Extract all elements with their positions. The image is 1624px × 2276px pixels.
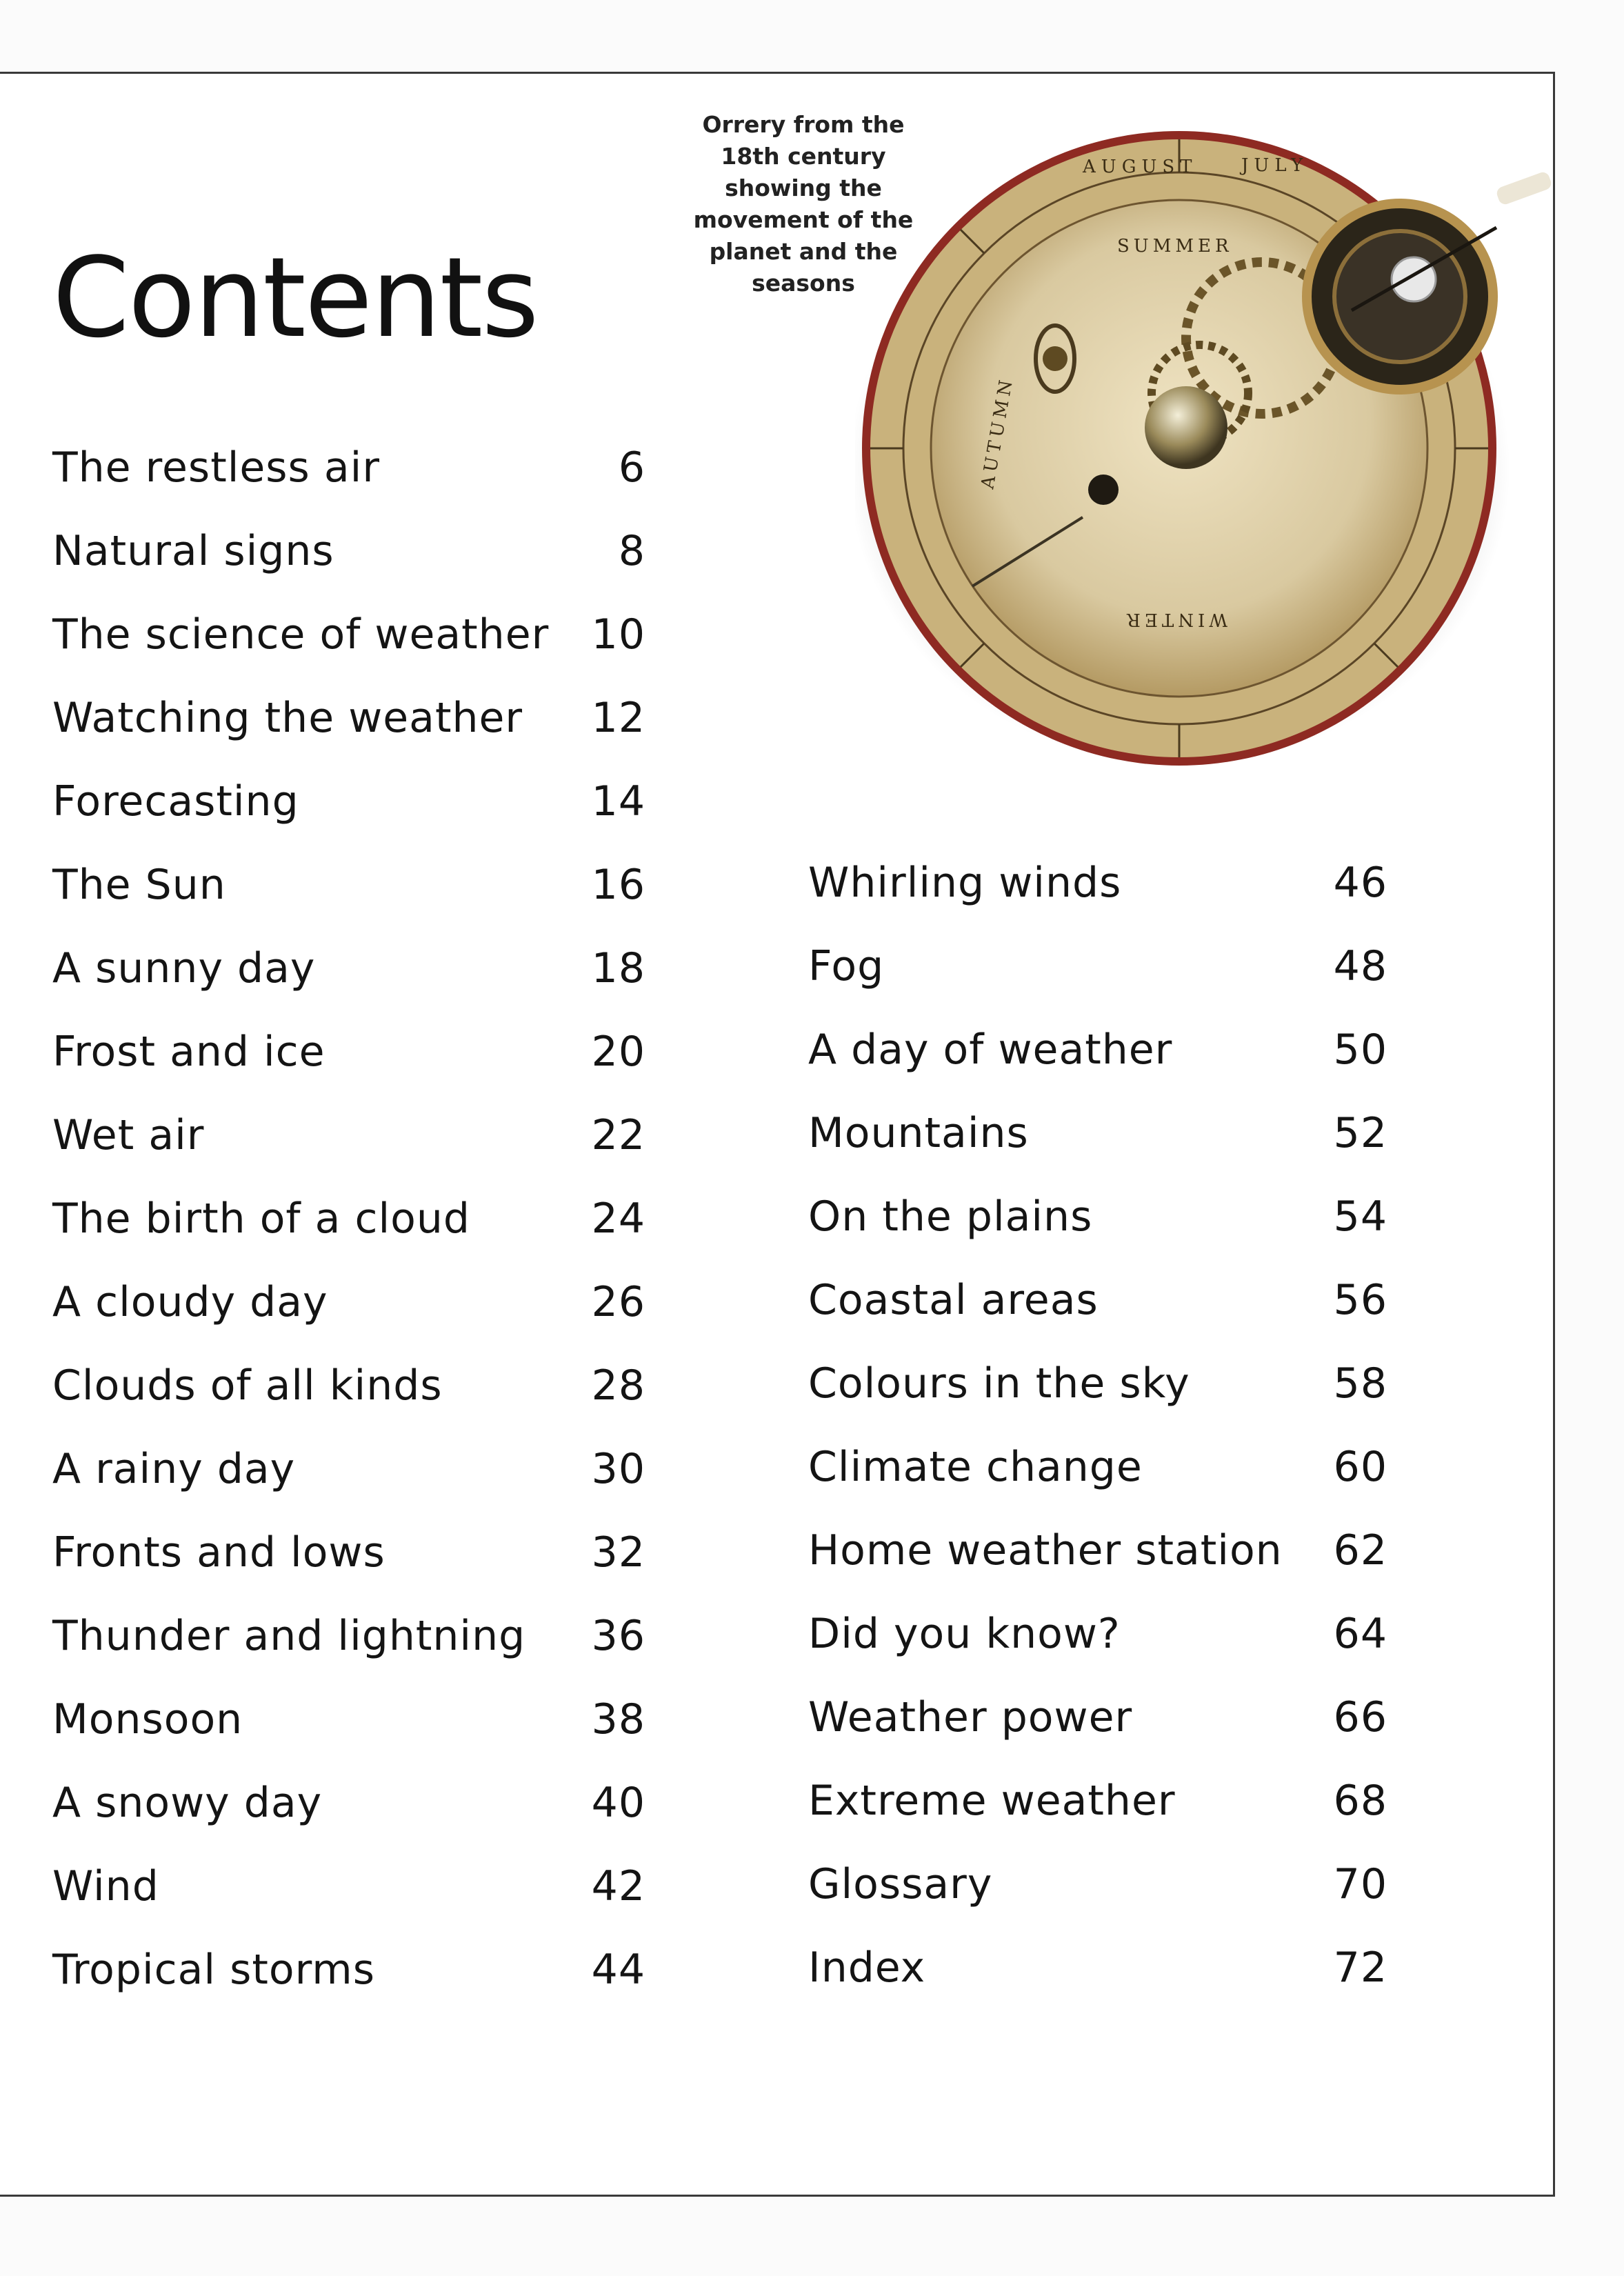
toc-entry-title: Fronts and lows (52, 1528, 385, 1577)
toc-entry-title: The birth of a cloud (52, 1195, 470, 1243)
toc-entry-page-number: 16 (591, 861, 645, 909)
toc-right-column (808, 859, 1387, 2030)
orrery-label-autumn: AUTUMN (977, 375, 1018, 491)
toc-entry (808, 1610, 1387, 1697)
toc-entry (52, 1361, 645, 1448)
toc-entry-title: A cloudy day (52, 1278, 328, 1326)
toc-entry (52, 1445, 645, 1532)
toc-entry-page-number: 70 (1333, 1860, 1387, 1908)
toc-entry (808, 1526, 1387, 1613)
toc-entry-page-number: 6 (618, 443, 645, 492)
toc-entry (52, 1028, 645, 1115)
orrery-label-july: JULY (1241, 155, 1309, 176)
toc-entry-page-number: 8 (618, 527, 645, 575)
image-caption: Orrery from the 18th century showing the movement of the planet and the seasons (693, 111, 914, 297)
toc-entry-page-number: 30 (591, 1445, 645, 1493)
toc-entry (808, 859, 1387, 946)
toc-entry-title: Wet air (52, 1111, 205, 1159)
toc-entry-page-number: 62 (1333, 1526, 1387, 1575)
toc-entry-page-number: 56 (1333, 1276, 1387, 1324)
toc-entry-title: The Sun (52, 861, 226, 909)
toc-entry-page-number: 24 (591, 1195, 645, 1243)
toc-entry-title: Weather power (808, 1693, 1133, 1741)
toc-entry-title: Colours in the sky (808, 1359, 1190, 1408)
toc-entry (52, 777, 645, 864)
toc-entry (808, 1192, 1387, 1279)
orrery-image (855, 103, 1558, 793)
toc-entry-title: Fog (808, 942, 885, 990)
toc-entry (52, 610, 645, 697)
toc-entry-page-number: 42 (591, 1862, 645, 1910)
toc-entry-title: On the plains (808, 1192, 1093, 1241)
earth-globe (1088, 475, 1119, 505)
toc-entry (52, 1946, 645, 2033)
toc-entry (808, 1693, 1387, 1780)
toc-entry-page-number: 64 (1333, 1610, 1387, 1658)
toc-entry-page-number: 46 (1333, 859, 1387, 907)
toc-entry-page-number: 22 (591, 1111, 645, 1159)
orrery-label-winter: WINTER (1123, 609, 1227, 630)
page-title: Contents (52, 233, 538, 362)
toc-entry-page-number: 26 (591, 1278, 645, 1326)
toc-entry-title: Watching the weather (52, 694, 523, 742)
toc-entry (808, 1026, 1387, 1112)
planet (1043, 346, 1067, 371)
toc-entry-title: Climate change (808, 1443, 1143, 1491)
toc-entry-page-number: 32 (591, 1528, 645, 1577)
toc-entry (52, 944, 645, 1031)
toc-entry-page-number: 48 (1333, 942, 1387, 990)
toc-entry (808, 1944, 1387, 2030)
toc-entry-title: Tropical storms (52, 1946, 375, 1994)
orrery-label-august: AUGUST (1083, 157, 1198, 177)
toc-entry (52, 1111, 645, 1198)
toc-entry-title: The restless air (52, 443, 380, 492)
toc-entry (52, 1695, 645, 1782)
toc-entry-page-number: 52 (1333, 1109, 1387, 1157)
toc-entry-title: Coastal areas (808, 1276, 1099, 1324)
toc-entry (52, 1612, 645, 1699)
toc-entry-page-number: 38 (591, 1695, 645, 1744)
toc-entry-page-number: 28 (591, 1361, 645, 1410)
toc-entry-title: A sunny day (52, 944, 316, 992)
toc-entry-page-number: 58 (1333, 1359, 1387, 1408)
toc-entry (808, 1443, 1387, 1530)
toc-entry-title: Whirling winds (808, 859, 1122, 907)
toc-entry-title: Clouds of all kinds (52, 1361, 443, 1410)
toc-entry (52, 527, 645, 614)
toc-entry-page-number: 10 (591, 610, 645, 659)
toc-entry (808, 942, 1387, 1029)
toc-entry-page-number: 20 (591, 1028, 645, 1076)
toc-entry-title: Monsoon (52, 1695, 243, 1744)
toc-entry-page-number: 40 (591, 1779, 645, 1827)
sun-globe (1145, 386, 1227, 469)
toc-entry-title: Glossary (808, 1860, 993, 1908)
toc-entry (808, 1860, 1387, 1947)
toc-entry (52, 694, 645, 781)
toc-entry-title: Frost and ice (52, 1028, 325, 1076)
toc-entry-title: Thunder and lightning (52, 1612, 526, 1660)
toc-entry-title: A rainy day (52, 1445, 296, 1493)
toc-entry-title: Forecasting (52, 777, 299, 826)
toc-entry (52, 861, 645, 948)
toc-entry-title: Natural signs (52, 527, 334, 575)
toc-entry (808, 1109, 1387, 1196)
toc-entry (52, 443, 645, 530)
toc-entry-page-number: 36 (591, 1612, 645, 1660)
toc-entry (52, 1528, 645, 1615)
toc-left-column (52, 443, 645, 2033)
toc-entry-page-number: 12 (591, 694, 645, 742)
toc-entry (52, 1862, 645, 1949)
toc-entry (808, 1276, 1387, 1363)
toc-entry (808, 1359, 1387, 1446)
toc-entry-page-number: 18 (591, 944, 645, 992)
toc-entry-title: Home weather station (808, 1526, 1283, 1575)
toc-entry-title: Wind (52, 1862, 159, 1910)
toc-entry-page-number: 50 (1333, 1026, 1387, 1074)
toc-entry-page-number: 44 (591, 1946, 645, 1994)
toc-entry-page-number: 54 (1333, 1192, 1387, 1241)
toc-entry (52, 1195, 645, 1281)
toc-entry (808, 1777, 1387, 1864)
toc-entry-page-number: 68 (1333, 1777, 1387, 1825)
toc-entry-page-number: 14 (591, 777, 645, 826)
toc-entry-page-number: 60 (1333, 1443, 1387, 1491)
toc-entry-page-number: 66 (1333, 1693, 1387, 1741)
orrery-label-summer: SUMMER (1117, 236, 1233, 257)
toc-entry-title: Did you know? (808, 1610, 1121, 1658)
toc-entry-title: Extreme weather (808, 1777, 1176, 1825)
toc-entry-title: Mountains (808, 1109, 1029, 1157)
toc-entry-title: A snowy day (52, 1779, 323, 1827)
toc-entry-title: Index (808, 1944, 926, 1992)
toc-entry-title: A day of weather (808, 1026, 1173, 1074)
toc-entry-title: The science of weather (52, 610, 550, 659)
toc-entry (52, 1278, 645, 1365)
toc-entry (52, 1779, 645, 1866)
toc-entry-page-number: 72 (1333, 1944, 1387, 1992)
